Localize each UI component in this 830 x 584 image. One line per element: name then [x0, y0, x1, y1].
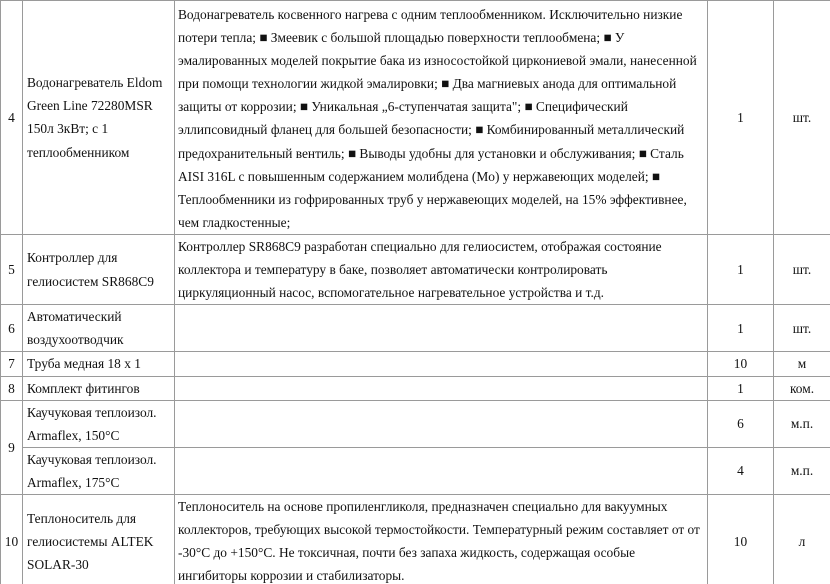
row-number: 5 [1, 234, 23, 304]
item-unit: шт. [774, 234, 830, 304]
item-name: Автоматический воздухоотводчик [23, 305, 175, 352]
row-number: 8 [1, 376, 23, 400]
item-quantity: 10 [708, 494, 774, 584]
table-row [1, 1, 830, 235]
item-name: Контроллер для гелиосистем SR868C9 [23, 234, 175, 304]
item-quantity: 1 [708, 305, 774, 352]
item-unit: м.п. [774, 400, 830, 447]
item-description: Теплоноситель на основе пропиленгликоля, предназначен специально для вакуумных коллекторов, требующих высокой термостойкости. Температурный режим составляет от от -30°C до +150°C. Не токсичная, почти без запаха жидкость, содержащая особые ингибиторы коррозии и стабилизаторы. [175, 494, 708, 584]
item-quantity: 10 [708, 352, 774, 376]
item-quantity: 4 [708, 447, 774, 494]
item-name: Труба медная 18 x 1 [23, 352, 175, 376]
item-unit: м [774, 352, 830, 376]
item-description: Контроллер SR868C9 разработан специально для гелиосистем, отображая состояние коллектора и температуру в баке, позволяет автоматически контролировать циркуляционный насос, вспомогательное нагревательное устройства и т.д. [175, 234, 708, 304]
item-quantity: 6 [708, 400, 774, 447]
item-description [175, 305, 708, 352]
item-quantity: 1 [708, 1, 774, 235]
item-description [175, 376, 708, 400]
table-row [1, 352, 830, 376]
item-description [175, 352, 708, 376]
row-number: 6 [1, 305, 23, 352]
item-name: Каучуковая теплоизол. Armaflex, 175°C [23, 447, 175, 494]
item-quantity: 1 [708, 376, 774, 400]
item-unit: шт. [774, 305, 830, 352]
item-name: Водонагреватель Eldom Green Line 72280MSR 150л 3кВт; с 1 теплообменником [23, 1, 175, 235]
item-name: Каучуковая теплоизол. Armaflex, 150°C [23, 400, 175, 447]
item-description [175, 400, 708, 447]
row-number: 9 [1, 400, 23, 494]
item-quantity: 1 [708, 234, 774, 304]
table-row [1, 447, 830, 494]
item-unit: м.п. [774, 447, 830, 494]
row-number: 10 [1, 494, 23, 584]
item-unit: шт. [774, 1, 830, 235]
item-unit: л [774, 494, 830, 584]
table-row [1, 376, 830, 400]
table-row [1, 494, 830, 584]
item-description: Водонагреватель косвенного нагрева с одним теплообменником. Исключительно низкие потери тепла; ■ Змеевик с большой площадью поверхности теплообмена; ■ У эмалированных моделей покрытие бака из износостойкой циркониевой эмали, нанесенной при помощи технологии жидкой эмалировки; ■ Два магниевых анода для оптимальной защиты от коррозии; ■ Уникальная „6-ступенчатая защита"; ■ Специфический эллипсовидный фланец для большей безопасности; ■ Комбинированный металлический предохранительный вентиль; ■ Выводы удобны для установки и обслуживания; ■ Сталь AISI 316L с повышенным содержанием молибдена (Mo) у нержавеющих моделей; ■ Теплообменники из гофрированных труб у нержавеющих моделей, на 15% эффективнее, чем гладкостенные; [175, 1, 708, 235]
item-unit: ком. [774, 376, 830, 400]
item-description [175, 447, 708, 494]
item-name: Комплект фитингов [23, 376, 175, 400]
row-number: 4 [1, 1, 23, 235]
item-name: Теплоноситель для гелиосистемы ALTEK SOLAR-30 [23, 494, 175, 584]
row-number: 7 [1, 352, 23, 376]
table-row [1, 234, 830, 304]
table-row [1, 305, 830, 352]
table-row [1, 400, 830, 447]
